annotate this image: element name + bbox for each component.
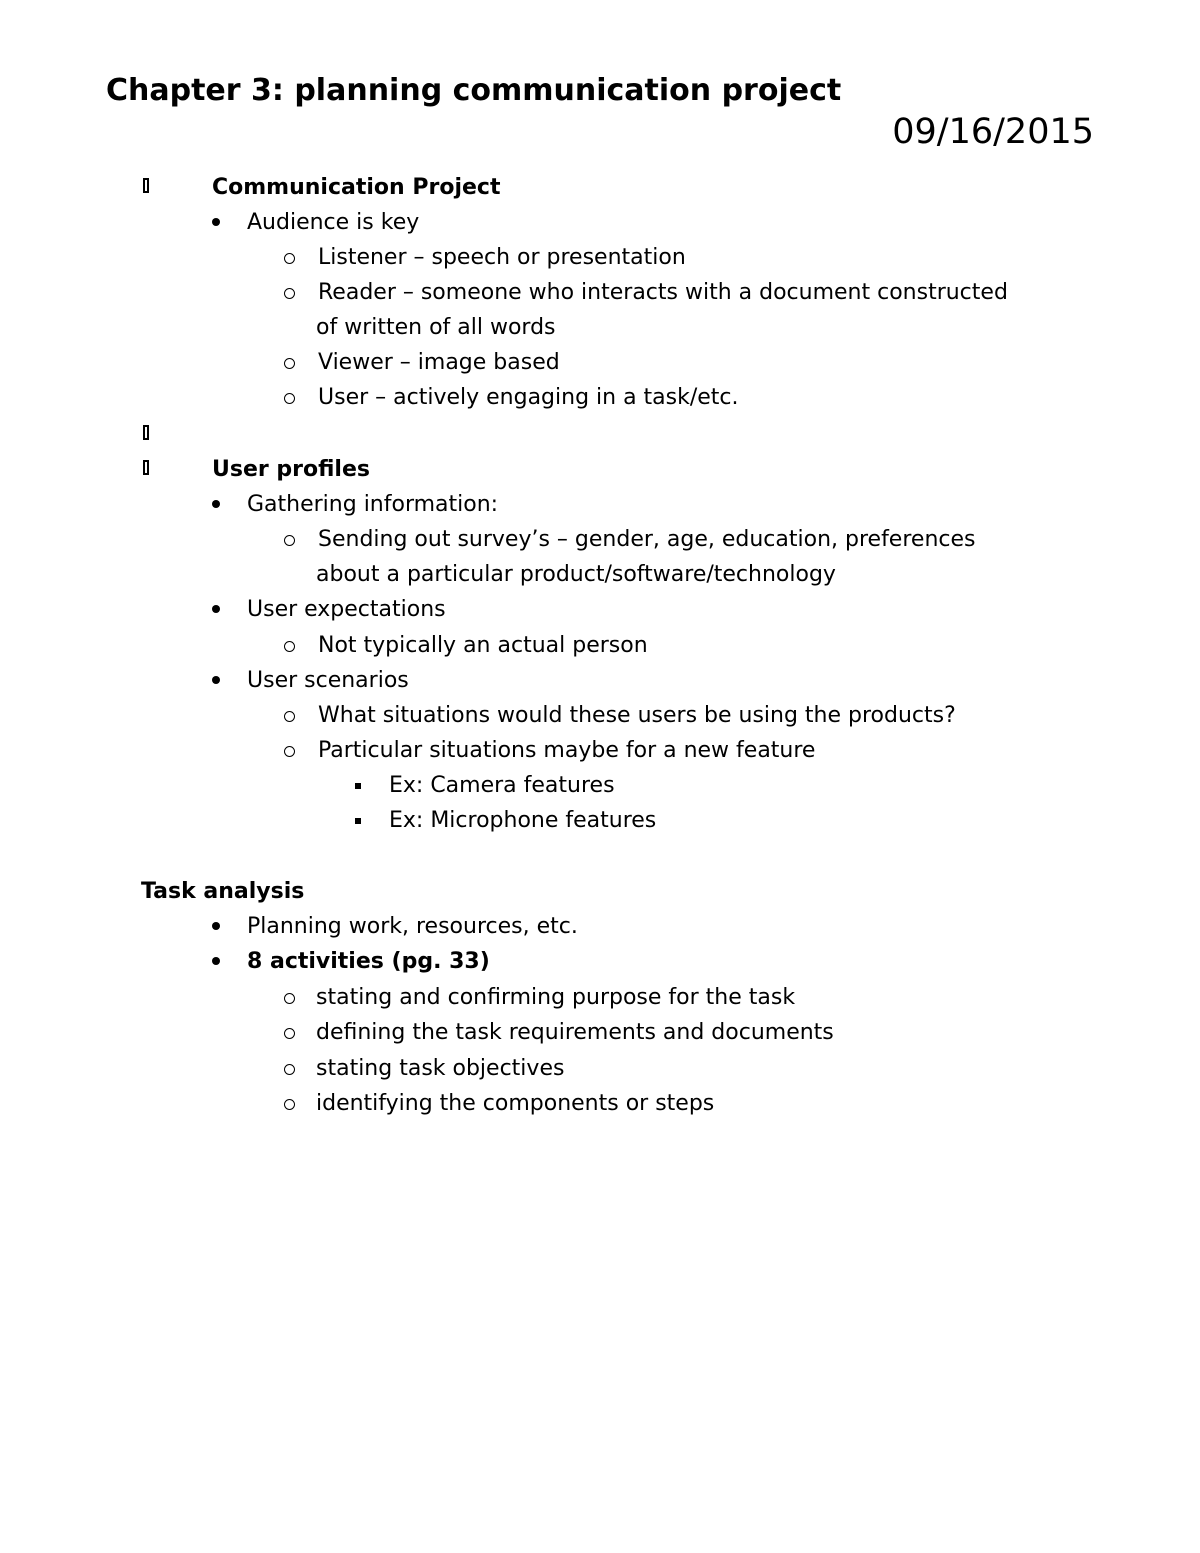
- list-item: Viewer – image based: [318, 350, 560, 375]
- circle-bullet-icon: [284, 711, 295, 722]
- circle-bullet-icon: [284, 1028, 295, 1039]
- list-item: User expectations: [247, 597, 446, 622]
- list-item: identifying the components or steps: [316, 1091, 715, 1116]
- list-item: Not typically an actual person: [318, 633, 648, 658]
- list-item: Gathering information:: [247, 492, 499, 517]
- circle-bullet-icon: [284, 288, 295, 299]
- bullet-icon: [212, 218, 220, 226]
- circle-bullet-icon: [284, 1099, 295, 1110]
- list-item: Planning work, resources, etc.: [247, 914, 578, 939]
- circle-bullet-icon: [284, 358, 295, 369]
- missing-glyph-icon: [143, 425, 149, 440]
- bullet-icon: [212, 957, 220, 965]
- square-bullet-icon: [355, 783, 361, 789]
- list-item: Particular situations maybe for a new feature: [318, 738, 816, 763]
- section-heading-user-profiles: User profiles: [212, 457, 370, 482]
- circle-bullet-icon: [284, 253, 295, 264]
- list-item: 8 activities (pg. 33): [247, 949, 490, 974]
- circle-bullet-icon: [284, 1064, 295, 1075]
- section-heading-task-analysis: Task analysis: [141, 879, 305, 904]
- bullet-icon: [212, 605, 220, 613]
- bullet-icon: [212, 676, 220, 684]
- circle-bullet-icon: [284, 535, 295, 546]
- list-item: stating task objectives: [316, 1056, 565, 1081]
- list-item: User – actively engaging in a task/etc.: [318, 385, 739, 410]
- missing-glyph-icon: [143, 178, 149, 193]
- list-item: Ex: Microphone features: [389, 808, 657, 833]
- list-item: Reader – someone who interacts with a document constructed: [318, 280, 1008, 305]
- list-item: Sending out survey’s – gender, age, education, preferences: [318, 527, 976, 552]
- square-bullet-icon: [355, 818, 361, 824]
- list-item: Listener – speech or presentation: [318, 245, 686, 270]
- list-item: User scenarios: [247, 668, 409, 693]
- section-heading-communication: Communication Project: [212, 175, 501, 200]
- bullet-icon: [212, 500, 220, 508]
- list-item: What situations would these users be using the products?: [318, 703, 956, 728]
- circle-bullet-icon: [284, 746, 295, 757]
- list-item: Audience is key: [247, 210, 420, 235]
- list-item-continuation: of written of all words: [316, 315, 556, 340]
- list-item-continuation: about a particular product/software/technology: [316, 562, 836, 587]
- circle-bullet-icon: [284, 393, 295, 404]
- bullet-icon: [212, 922, 220, 930]
- list-item: stating and confirming purpose for the task: [316, 985, 796, 1010]
- circle-bullet-icon: [284, 641, 295, 652]
- list-item: defining the task requirements and documents: [316, 1020, 834, 1045]
- circle-bullet-icon: [284, 993, 295, 1004]
- page-title: Chapter 3: planning communication project: [106, 73, 842, 108]
- list-item: Ex: Camera features: [389, 773, 615, 798]
- date-label: 09/16/2015: [892, 112, 1094, 152]
- missing-glyph-icon: [143, 460, 149, 475]
